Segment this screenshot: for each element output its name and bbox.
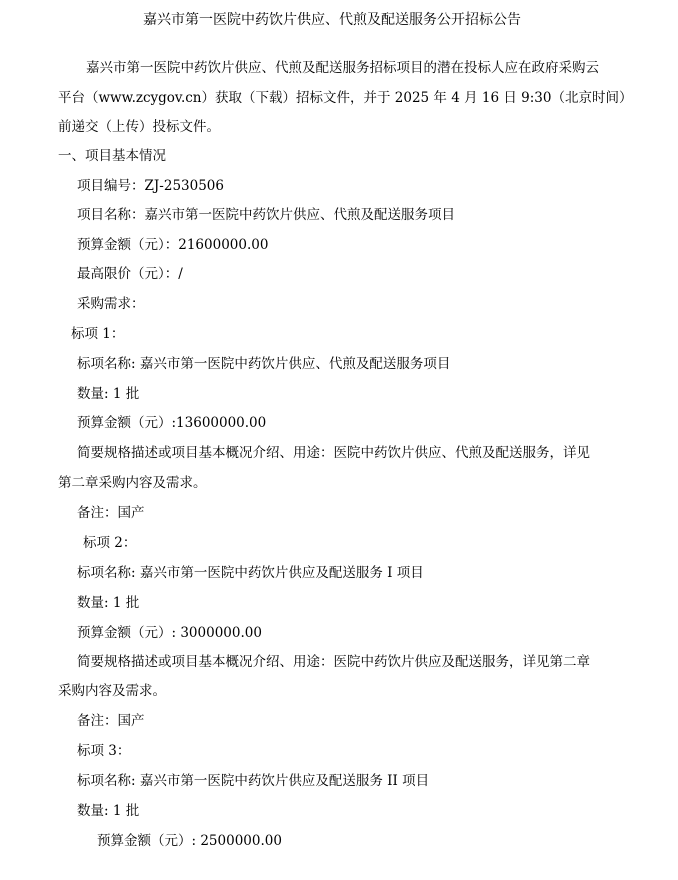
project-budget: 预算金额（元）：21600000.00 <box>77 237 269 253</box>
project-number: 项目编号：ZJ-2530506 <box>77 178 224 194</box>
lot-2-description-line-1: 简要规格描述或项目基本概况介绍、用途：医院中药饮片供应及配送服务，详见第二章 <box>77 654 590 670</box>
section-heading: 一、项目基本情况 <box>58 148 166 164</box>
lot-1-note: 备注：国产 <box>77 505 145 521</box>
intro-line-2: 平台（www.zcygov.cn）获取（下载）招标文件，并于 2025 年 4 月 16 日 9:30（北京时间） <box>58 90 633 106</box>
lot-2-note: 备注：国产 <box>77 713 145 729</box>
lot-3-budget: 预算金额（元）: 2500000.00 <box>97 833 282 849</box>
lot-3-name: 标项名称: 嘉兴市第一医院中药饮片供应及配送服务 II 项目 <box>77 773 430 789</box>
project-name: 项目名称：嘉兴市第一医院中药饮片供应、代煎及配送服务项目 <box>77 207 455 223</box>
intro-line-1: 嘉兴市第一医院中药饮片供应、代煎及配送服务招标项目的潜在投标人应在政府采购云 <box>86 60 599 76</box>
requirements-label: 采购需求： <box>77 296 145 312</box>
max-price: 最高限价（元）：/ <box>77 266 183 282</box>
document-title: 嘉兴市第一医院中药饮片供应、代煎及配送服务公开招标公告 <box>143 12 521 28</box>
lot-1-name: 标项名称: 嘉兴市第一医院中药饮片供应、代煎及配送服务项目 <box>77 356 451 372</box>
lot-2-name: 标项名称: 嘉兴市第一医院中药饮片供应及配送服务 I 项目 <box>77 565 424 581</box>
lot-1-budget: 预算金额（元）:13600000.00 <box>77 415 267 431</box>
lot-1-quantity: 数量: 1 批 <box>77 386 140 402</box>
lot-2-quantity: 数量: 1 批 <box>77 595 140 611</box>
lot-2-description-line-2: 采购内容及需求。 <box>58 683 166 699</box>
lot-2-budget: 预算金额（元）: 3000000.00 <box>77 625 262 641</box>
intro-line-3: 前递交（上传）投标文件。 <box>58 119 220 135</box>
lot-1-description-line-1: 简要规格描述或项目基本概况介绍、用途：医院中药饮片供应、代煎及配送服务，详见 <box>77 445 590 461</box>
lot-2-label: 标项 2： <box>83 535 137 551</box>
lot-1-description-line-2: 第二章采购内容及需求。 <box>58 475 207 491</box>
lot-3-quantity: 数量: 1 批 <box>77 803 140 819</box>
lot-1-label: 标项 1： <box>71 326 125 342</box>
lot-3-label: 标项 3： <box>77 743 131 759</box>
